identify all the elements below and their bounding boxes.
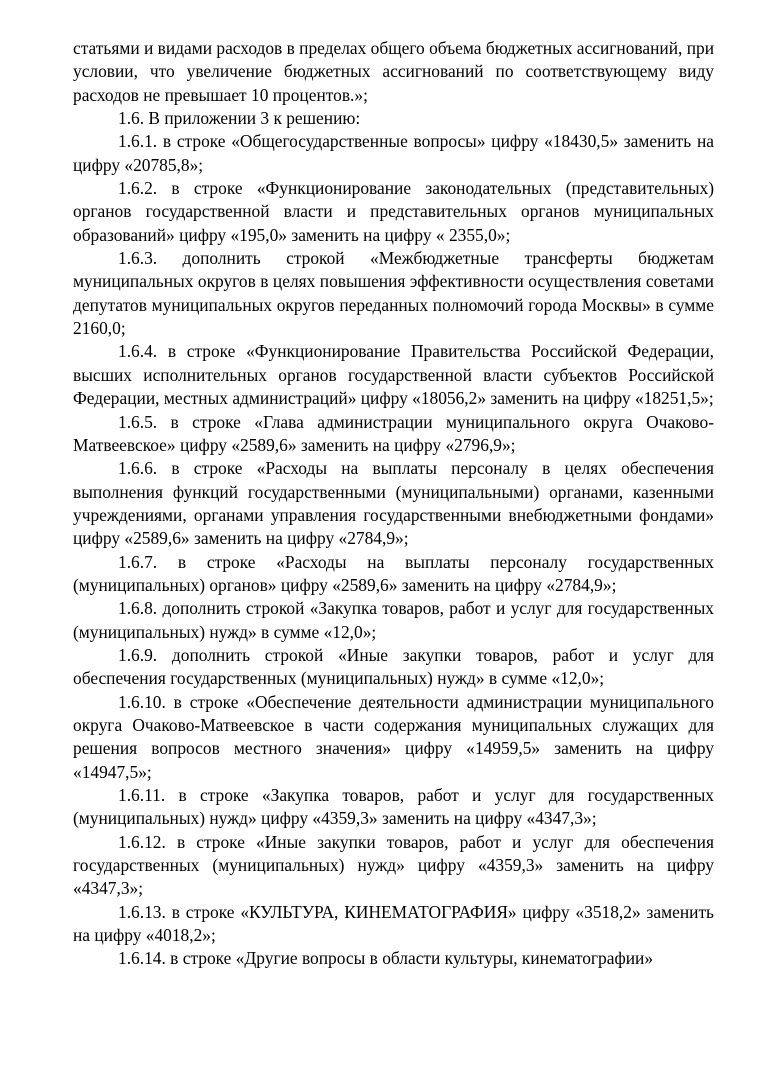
paragraph-item-1-6-11: 1.6.11. в строке «Закупка товаров, работ и услуг для государственных (муниципальных) нужд» цифру «4359,3» заменить на цифру «4347,3»; — [73, 785, 714, 829]
paragraph-item-1-6-3: 1.6.3. дополнить строкой «Межбюджетные трансферты бюджетам муниципальных округов в целях повышения эффективности осуществления советами депутатов муниципальных округов переданных полномочий города Москвы» в сумме 2160,0; — [73, 248, 714, 339]
paragraph-item-1-6-1: 1.6.1. в строке «Общегосударственные вопросы» цифру «18430,5» заменить на цифру «20785,8»; — [73, 131, 714, 175]
paragraph-item-1-6-9: 1.6.9. дополнить строкой «Иные закупки товаров, работ и услуг для обеспечения государственных (муниципальных) нужд» в сумме «12,0»; — [73, 644, 714, 689]
paragraph-item-1-6-14: 1.6.14. в строке «Другие вопросы в области культуры, кинематографии» — [118, 948, 654, 969]
paragraph-item-1-6-4: 1.6.4. в строке «Функционирование Правительства Российской Федерации, высших исполнительных органов государственной власти субъектов Российской Федерации, местных администраций» цифру «18056,2» заменить на цифру «18251,5»; — [73, 341, 714, 409]
paragraph-continuation: статьями и видами расходов в пределах общего объема бюджетных ассигнований, при условии, что увеличение бюджетных ассигнований по соответствующему виду расходов не превышает 10 процентов.»; — [73, 38, 715, 105]
paragraph-item-1-6-2: 1.6.2. в строке «Функционирование законодательных (представительных) органов государственной власти и представительных органов муниципальных образований» цифру «195,0» заменить на цифру « 2355,0»; — [73, 178, 714, 245]
paragraph-item-1-6-13: 1.6.13. в строке «КУЛЬТУРА, КИНЕМАТОГРАФИЯ» цифру «3518,2» заменить на цифру «4018,2»; — [73, 901, 714, 946]
paragraph-item-1-6-10: 1.6.10. в строке «Обеспечение деятельности администрации муниципального округа Очаково-Матвеевское в части содержания муниципальных служащих для решения вопросов местного значения» цифру «14959,5» заменить на цифру «14947,5»; — [73, 691, 714, 782]
paragraph-item-1-6-5: 1.6.5. в строке «Глава администрации муниципального округа Очаково-Матвеевское» цифру «2589,6» заменить на цифру «2796,9»; — [73, 411, 714, 455]
paragraph-item-1-6-7: 1.6.7. в строке «Расходы на выплаты персоналу государственных (муниципальных) органов» цифру «2589,6» заменить на цифру «2784,9»; — [73, 551, 714, 595]
paragraph-item-1-6: 1.6. В приложении 3 к решению: — [118, 108, 361, 129]
paragraph-item-1-6-12: 1.6.12. в строке «Иные закупки товаров, работ и услуг для обеспечения государственных (муниципальных) нужд» цифру «4359,3» заменить на цифру «4347,3»; — [73, 831, 714, 899]
paragraph-item-1-6-8: 1.6.8. дополнить строкой «Закупка товаров, работ и услуг для государственных (муниципальных) нужд» в сумме «12,0»; — [73, 598, 714, 642]
paragraph-item-1-6-6: 1.6.6. в строке «Расходы на выплаты персоналу в целях обеспечения выполнения функций государственными (муниципальными) органами, казенными учреждениями, органами управления государственными внебюджетными фондами» цифру «2589,6» заменить на цифру «2784,9»; — [73, 458, 714, 549]
